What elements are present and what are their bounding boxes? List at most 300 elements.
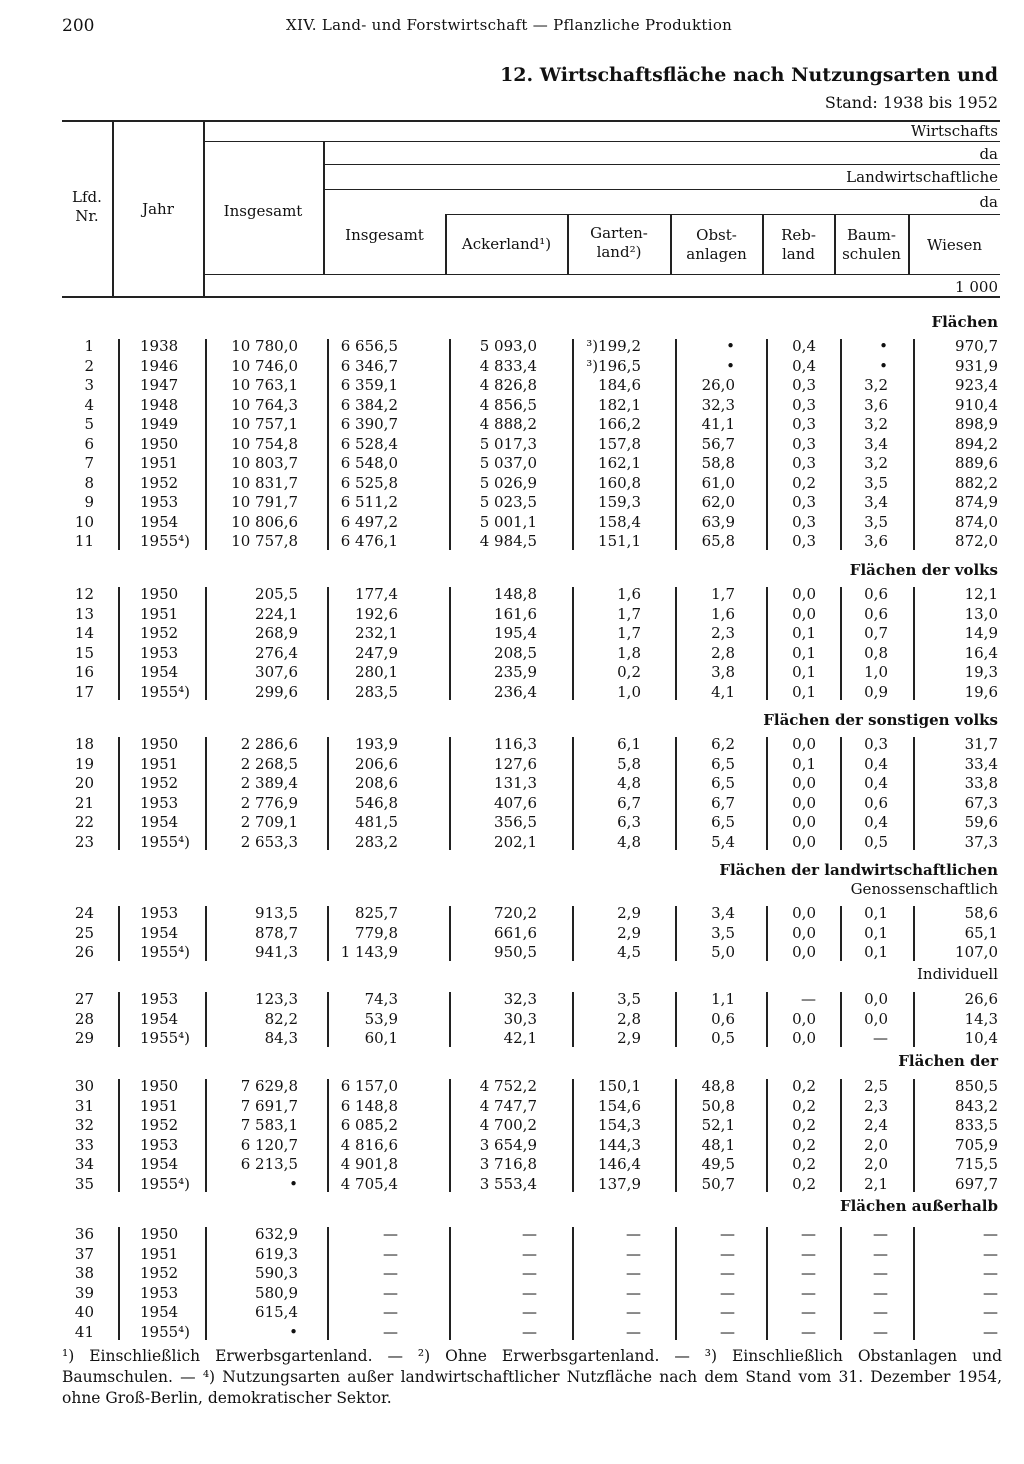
table-cell: 923,4 — [955, 376, 998, 394]
table-cell: 1950 — [140, 1225, 179, 1243]
table-cell: 63,9 — [701, 512, 735, 531]
table-cell: 48,1 — [701, 1135, 735, 1154]
table-cell: 10 757,1 — [231, 415, 298, 433]
table-cell: 0,1 — [864, 923, 888, 942]
table-cell: 48,8 — [701, 1077, 735, 1095]
table-cell: 0,3 — [792, 376, 816, 394]
table-cell: • — [289, 1174, 298, 1193]
table-cell: 0,9 — [864, 682, 888, 701]
header-lfd-nr — [62, 188, 112, 226]
table-cell: 26,6 — [964, 990, 998, 1008]
header-unit: 1 000 — [955, 278, 998, 296]
table-cell: 67,3 — [964, 793, 998, 812]
table-row — [0, 474, 1024, 494]
table-cell: — — [383, 1322, 398, 1341]
table-cell: 2 — [84, 356, 94, 375]
table-cell: 2,3 — [864, 1096, 888, 1115]
header-lfd: Lfd. — [72, 188, 102, 206]
table-cell: 31,7 — [964, 735, 998, 753]
section-title: Flächen außerhalb — [839, 1197, 998, 1215]
table-cell: 28 — [74, 1009, 94, 1028]
section-title: Flächen der volks — [849, 561, 998, 579]
column-rule — [118, 737, 120, 850]
table-cell: 14,3 — [964, 1009, 998, 1028]
table-cell: 910,4 — [955, 395, 998, 414]
table-cell: 4 901,8 — [340, 1155, 398, 1173]
column-rule — [327, 1079, 329, 1192]
header-rule-landw — [324, 189, 1000, 190]
table-cell: 0,1 — [792, 643, 816, 662]
table-cell: 0,2 — [792, 1135, 816, 1154]
table-cell: 1947 — [140, 376, 179, 394]
header-obstanlagen-1: Obst- — [696, 226, 737, 244]
table-cell: — — [983, 1322, 998, 1341]
table-cell: 11 — [74, 532, 94, 550]
column-rule — [205, 737, 207, 850]
table-cell: 1955⁴) — [140, 943, 191, 961]
table-cell: 3,8 — [711, 663, 735, 681]
table-row — [0, 990, 1024, 1010]
table-row — [0, 683, 1024, 703]
header-ackerland: Ackerland¹) — [461, 235, 552, 253]
table-row — [0, 1245, 1024, 1265]
table-cell: 0,3 — [792, 454, 816, 472]
table-cell: • — [726, 356, 735, 375]
table-title: 12. Wirtschaftsfläche nach Nutzungsarten und — [500, 64, 998, 86]
table-cell: 3,5 — [617, 990, 641, 1008]
table-cell: 3,4 — [864, 434, 888, 453]
column-rule — [840, 1079, 842, 1192]
table-cell: 3 654,9 — [479, 1135, 537, 1154]
table-cell: 481,5 — [355, 813, 398, 831]
table-cell: 4 705,4 — [340, 1174, 398, 1193]
table-cell: 236,4 — [494, 682, 537, 701]
header-rebland-1: Reb- — [781, 226, 816, 244]
table-cell: 162,1 — [598, 454, 641, 472]
table-cell: 874,0 — [955, 512, 998, 531]
table-cell: 16 — [74, 663, 94, 681]
table-cell: 35 — [74, 1174, 94, 1193]
table-cell: 941,3 — [255, 943, 298, 961]
header-obstanlagen-2: anlagen — [686, 245, 747, 263]
table-cell: — — [801, 1264, 816, 1282]
table-cell: 208,5 — [494, 643, 537, 662]
column-rule — [766, 906, 768, 961]
table-row — [0, 585, 1024, 605]
column-rule — [766, 587, 768, 700]
table-cell: — — [522, 1303, 537, 1321]
table-cell: 29 — [74, 1029, 94, 1047]
table-cell: 1955⁴) — [140, 832, 191, 851]
column-rule — [913, 1227, 915, 1340]
table-cell: 10,4 — [964, 1029, 998, 1047]
table-cell: 5 017,3 — [479, 434, 537, 453]
table-cell: 825,7 — [355, 904, 398, 922]
table-row — [0, 1116, 1024, 1136]
table-cell: 3,2 — [864, 454, 888, 472]
table-cell: 0,4 — [864, 754, 888, 773]
column-rule — [118, 992, 120, 1047]
table-cell: 37,3 — [964, 832, 998, 851]
section-title: Flächen der — [898, 1052, 998, 1070]
table-cell: 4 700,2 — [479, 1116, 537, 1134]
table-cell: 6 213,5 — [240, 1155, 298, 1173]
table-cell: 0,3 — [792, 493, 816, 511]
table-cell: 1952 — [140, 1264, 179, 1282]
table-cell: 1,7 — [617, 624, 641, 642]
table-row — [0, 1303, 1024, 1323]
table-cell: 58,8 — [701, 454, 735, 472]
header-gartenland — [568, 224, 670, 262]
table-cell: 1950 — [140, 735, 179, 753]
table-cell: 0,0 — [792, 604, 816, 623]
table-cell: 1951 — [140, 454, 179, 472]
page-number: 200 — [62, 16, 95, 36]
table-cell: 12 — [74, 585, 94, 603]
table-cell: 32,3 — [503, 990, 537, 1008]
table-cell: 0,8 — [864, 643, 888, 662]
column-rule — [766, 737, 768, 850]
table-cell: 307,6 — [255, 663, 298, 681]
table-cell: — — [983, 1244, 998, 1263]
table-cell: 1948 — [140, 395, 179, 414]
table-cell: 720,2 — [494, 904, 537, 922]
table-cell: — — [383, 1283, 398, 1302]
header-wiesen: Wiesen — [926, 236, 983, 254]
table-cell: 3 553,4 — [479, 1174, 537, 1193]
column-rule — [205, 906, 207, 961]
table-cell: — — [873, 1225, 888, 1243]
table-row — [0, 794, 1024, 814]
table-row — [0, 774, 1024, 794]
table-cell: 299,6 — [255, 682, 298, 701]
table-cell: 206,6 — [355, 754, 398, 773]
table-cell: 1938 — [140, 337, 179, 355]
section-subtitle: Individuell — [917, 965, 998, 983]
table-cell: 4,8 — [617, 774, 641, 792]
table-row — [0, 376, 1024, 396]
table-row — [0, 1010, 1024, 1030]
table-cell: 0,4 — [792, 337, 816, 355]
table-cell: 161,6 — [494, 604, 537, 623]
table-cell: 2 776,9 — [240, 793, 298, 812]
table-cell: 2,5 — [864, 1077, 888, 1095]
table-cell: 232,1 — [355, 624, 398, 642]
table-cell: 4,5 — [617, 943, 641, 961]
table-row — [0, 904, 1024, 924]
table-cell: 182,1 — [598, 395, 641, 414]
table-cell: 705,9 — [955, 1135, 998, 1154]
table-cell: 0,1 — [864, 943, 888, 961]
table-cell: — — [522, 1283, 537, 1302]
table-cell: 6 497,2 — [340, 512, 398, 531]
table-cell: 0,0 — [792, 774, 816, 792]
table-cell: 31 — [74, 1096, 94, 1115]
table-cell: 6,7 — [617, 793, 641, 812]
table-cell: 898,9 — [955, 415, 998, 433]
table-row — [0, 663, 1024, 683]
table-cell: 10 803,7 — [231, 454, 298, 472]
table-cell: 1951 — [140, 1096, 179, 1115]
table-cell: 60,1 — [364, 1029, 398, 1047]
table-cell: 0,5 — [864, 832, 888, 851]
table-cell: 5 023,5 — [479, 493, 537, 511]
table-cell: 1949 — [140, 415, 179, 433]
table-cell: 697,7 — [955, 1174, 998, 1193]
table-cell: 10 763,1 — [231, 376, 298, 394]
table-cell: 21 — [74, 793, 94, 812]
table-cell: 0,1 — [792, 663, 816, 681]
table-cell: 14 — [74, 624, 94, 642]
column-rule — [572, 737, 574, 850]
table-cell: 0,2 — [792, 1155, 816, 1173]
column-rule — [205, 339, 207, 550]
table-cell: 22 — [74, 813, 94, 831]
table-cell: 32,3 — [701, 395, 735, 414]
table-cell: 7 691,7 — [240, 1096, 298, 1115]
table-cell: 0,4 — [864, 813, 888, 831]
table-cell: 878,7 — [255, 923, 298, 942]
table-cell: — — [801, 1283, 816, 1302]
section-title: Flächen — [931, 313, 998, 331]
table-cell: — — [873, 1029, 888, 1047]
table-cell: 6,2 — [711, 735, 735, 753]
section-rows — [0, 337, 1024, 552]
table-cell: 0,6 — [864, 793, 888, 812]
table-cell: 1952 — [140, 624, 179, 642]
table-cell: 6 085,2 — [340, 1116, 398, 1134]
table-cell: 931,9 — [955, 356, 998, 375]
table-cell: 1951 — [140, 1244, 179, 1263]
table-cell: 0,1 — [864, 904, 888, 922]
table-cell: — — [626, 1225, 641, 1243]
table-cell: 632,9 — [255, 1225, 298, 1243]
table-cell: 1953 — [140, 990, 179, 1008]
table-cell: 882,2 — [955, 473, 998, 492]
table-cell: 20 — [74, 774, 94, 792]
table-cell: 151,1 — [598, 532, 641, 550]
table-cell: 1,8 — [617, 643, 641, 662]
table-cell: 6 359,1 — [340, 376, 398, 394]
table-cell: 4 888,2 — [479, 415, 537, 433]
table-cell: 615,4 — [255, 1303, 298, 1321]
section-rows — [0, 1077, 1024, 1194]
table-cell: 166,2 — [598, 415, 641, 433]
table-cell: 0,2 — [792, 1174, 816, 1193]
table-cell: 1952 — [140, 473, 179, 492]
table-cell: 26 — [74, 943, 94, 961]
column-rule — [449, 737, 451, 850]
table-cell: 268,9 — [255, 624, 298, 642]
table-cell: 208,6 — [355, 774, 398, 792]
table-cell: 9 — [84, 493, 94, 511]
column-rule — [675, 1227, 677, 1340]
table-cell: — — [522, 1244, 537, 1263]
table-cell: 3,4 — [864, 493, 888, 511]
column-rule — [840, 587, 842, 700]
table-cell: 3,5 — [711, 923, 735, 942]
table-cell: 0,0 — [792, 923, 816, 942]
table-cell: 5,8 — [617, 754, 641, 773]
table-cell: 0,1 — [792, 754, 816, 773]
table-row — [0, 924, 1024, 944]
table-cell: 74,3 — [364, 990, 398, 1008]
table-cell: 247,9 — [355, 643, 398, 662]
table-cell: 40 — [74, 1303, 94, 1321]
table-cell: 1,6 — [711, 604, 735, 623]
table-cell: — — [983, 1283, 998, 1302]
table-cell: 1955⁴) — [140, 1029, 191, 1047]
table-cell: 0,2 — [792, 473, 816, 492]
table-cell: 146,4 — [598, 1155, 641, 1173]
table-row — [0, 1029, 1024, 1049]
column-rule — [118, 587, 120, 700]
column-rule — [118, 906, 120, 961]
table-cell: — — [522, 1322, 537, 1341]
table-cell: 59,6 — [964, 813, 998, 831]
table-cell: 25 — [74, 923, 94, 942]
table-cell: 16,4 — [964, 643, 998, 662]
table-cell: 1951 — [140, 754, 179, 773]
table-cell: 6 548,0 — [340, 454, 398, 472]
table-cell: 0,6 — [864, 604, 888, 623]
column-rule — [327, 339, 329, 550]
table-cell: 6,5 — [711, 774, 735, 792]
table-cell: 2 653,3 — [240, 832, 298, 851]
table-cell: — — [383, 1225, 398, 1243]
column-rule — [327, 737, 329, 850]
table-cell: 158,4 — [598, 512, 641, 531]
table-cell: 2,0 — [864, 1135, 888, 1154]
table-cell: 10 791,7 — [231, 493, 298, 511]
section-rows — [0, 990, 1024, 1049]
table-cell: — — [383, 1244, 398, 1263]
table-cell: 1954 — [140, 1303, 179, 1321]
table-cell: 0,6 — [711, 1009, 735, 1028]
table-cell: 32 — [74, 1116, 94, 1134]
table-cell: 0,2 — [792, 1116, 816, 1134]
table-cell: 4 984,5 — [479, 532, 537, 550]
table-cell: 137,9 — [598, 1174, 641, 1193]
table-cell: 889,6 — [955, 454, 998, 472]
table-row — [0, 513, 1024, 533]
header-wirtschafts: Wirtschafts — [910, 122, 998, 140]
table-cell: 3,2 — [864, 376, 888, 394]
column-rule — [327, 1227, 329, 1340]
table-row — [0, 755, 1024, 775]
table-cell: 0,0 — [792, 585, 816, 603]
table-cell: 3,4 — [711, 904, 735, 922]
table-cell: 34 — [74, 1155, 94, 1173]
table-cell: 131,3 — [494, 774, 537, 792]
table-cell: 2,0 — [864, 1155, 888, 1173]
table-cell: 715,5 — [955, 1155, 998, 1173]
table-row — [0, 1175, 1024, 1195]
table-cell: 5,4 — [711, 832, 735, 851]
table-cell: 33 — [74, 1135, 94, 1154]
table-cell: 0,7 — [864, 624, 888, 642]
table-cell: 1952 — [140, 774, 179, 792]
column-rule — [913, 1079, 915, 1192]
table-cell: 61,0 — [701, 473, 735, 492]
table-cell: 872,0 — [955, 532, 998, 550]
table-cell: 0,3 — [792, 415, 816, 433]
table-cell: 202,1 — [494, 832, 537, 851]
table-cell: — — [873, 1264, 888, 1282]
table-cell: 580,9 — [255, 1283, 298, 1302]
table-cell: 283,5 — [355, 682, 398, 701]
table-cell: 6 656,5 — [340, 337, 398, 355]
table-cell: 0,3 — [792, 434, 816, 453]
table-cell: 3,5 — [864, 512, 888, 531]
table-cell: 2,9 — [617, 1029, 641, 1047]
table-cell: 82,2 — [264, 1009, 298, 1028]
table-cell: 833,5 — [955, 1116, 998, 1134]
header-insgesamt: Insgesamt — [223, 202, 303, 220]
table-cell: 1,0 — [864, 663, 888, 681]
table-cell: 0,3 — [864, 735, 888, 753]
table-row — [0, 943, 1024, 963]
table-cell: 1,7 — [711, 585, 735, 603]
section-title: Flächen der landwirtschaftlichen — [719, 861, 998, 879]
table-cell: 1,1 — [711, 990, 735, 1008]
table-cell: 6,5 — [711, 813, 735, 831]
table-cell: 6 528,4 — [340, 434, 398, 453]
table-cell: 0,0 — [792, 1009, 816, 1028]
table-cell: 52,1 — [701, 1116, 735, 1134]
table-cell: 235,9 — [494, 663, 537, 681]
table-cell: 33,4 — [964, 754, 998, 773]
table-cell: — — [983, 1303, 998, 1321]
table-cell: 2 709,1 — [240, 813, 298, 831]
column-rule — [118, 1227, 120, 1340]
table-cell: 0,0 — [792, 943, 816, 961]
table-cell: 0,3 — [792, 512, 816, 531]
column-rule — [327, 906, 329, 961]
column-rule — [766, 1079, 768, 1192]
table-cell: 150,1 — [598, 1077, 641, 1095]
header-gartenland-1: Garten- — [590, 224, 648, 242]
table-cell: 33,8 — [964, 774, 998, 792]
table-row — [0, 1077, 1024, 1097]
column-rule — [675, 992, 677, 1047]
table-row — [0, 735, 1024, 755]
table-cell: 2,3 — [711, 624, 735, 642]
column-rule — [766, 1227, 768, 1340]
table-cell: 0,0 — [792, 793, 816, 812]
table-cell: 116,3 — [494, 735, 537, 753]
table-cell: 843,2 — [955, 1096, 998, 1115]
table-cell: 0,4 — [792, 356, 816, 375]
table-cell: 407,6 — [494, 793, 537, 812]
table-cell: 18 — [74, 735, 94, 753]
header-jahr: Jahr — [142, 200, 174, 218]
table-cell: 65,8 — [701, 532, 735, 550]
column-rule — [572, 906, 574, 961]
table-cell: 6 511,2 — [340, 493, 398, 511]
table-cell: • — [289, 1322, 298, 1341]
table-cell: 1954 — [140, 813, 179, 831]
table-cell: 13 — [74, 604, 94, 623]
table-row — [0, 833, 1024, 853]
table-cell: 0,2 — [617, 663, 641, 681]
table-cell: 7 629,8 — [240, 1077, 298, 1095]
table-cell: 0,3 — [792, 395, 816, 414]
table-cell: 10 754,8 — [231, 434, 298, 453]
table-cell: 2 286,6 — [240, 735, 298, 753]
table-cell: 970,7 — [955, 337, 998, 355]
table-cell: 10 806,6 — [231, 512, 298, 531]
